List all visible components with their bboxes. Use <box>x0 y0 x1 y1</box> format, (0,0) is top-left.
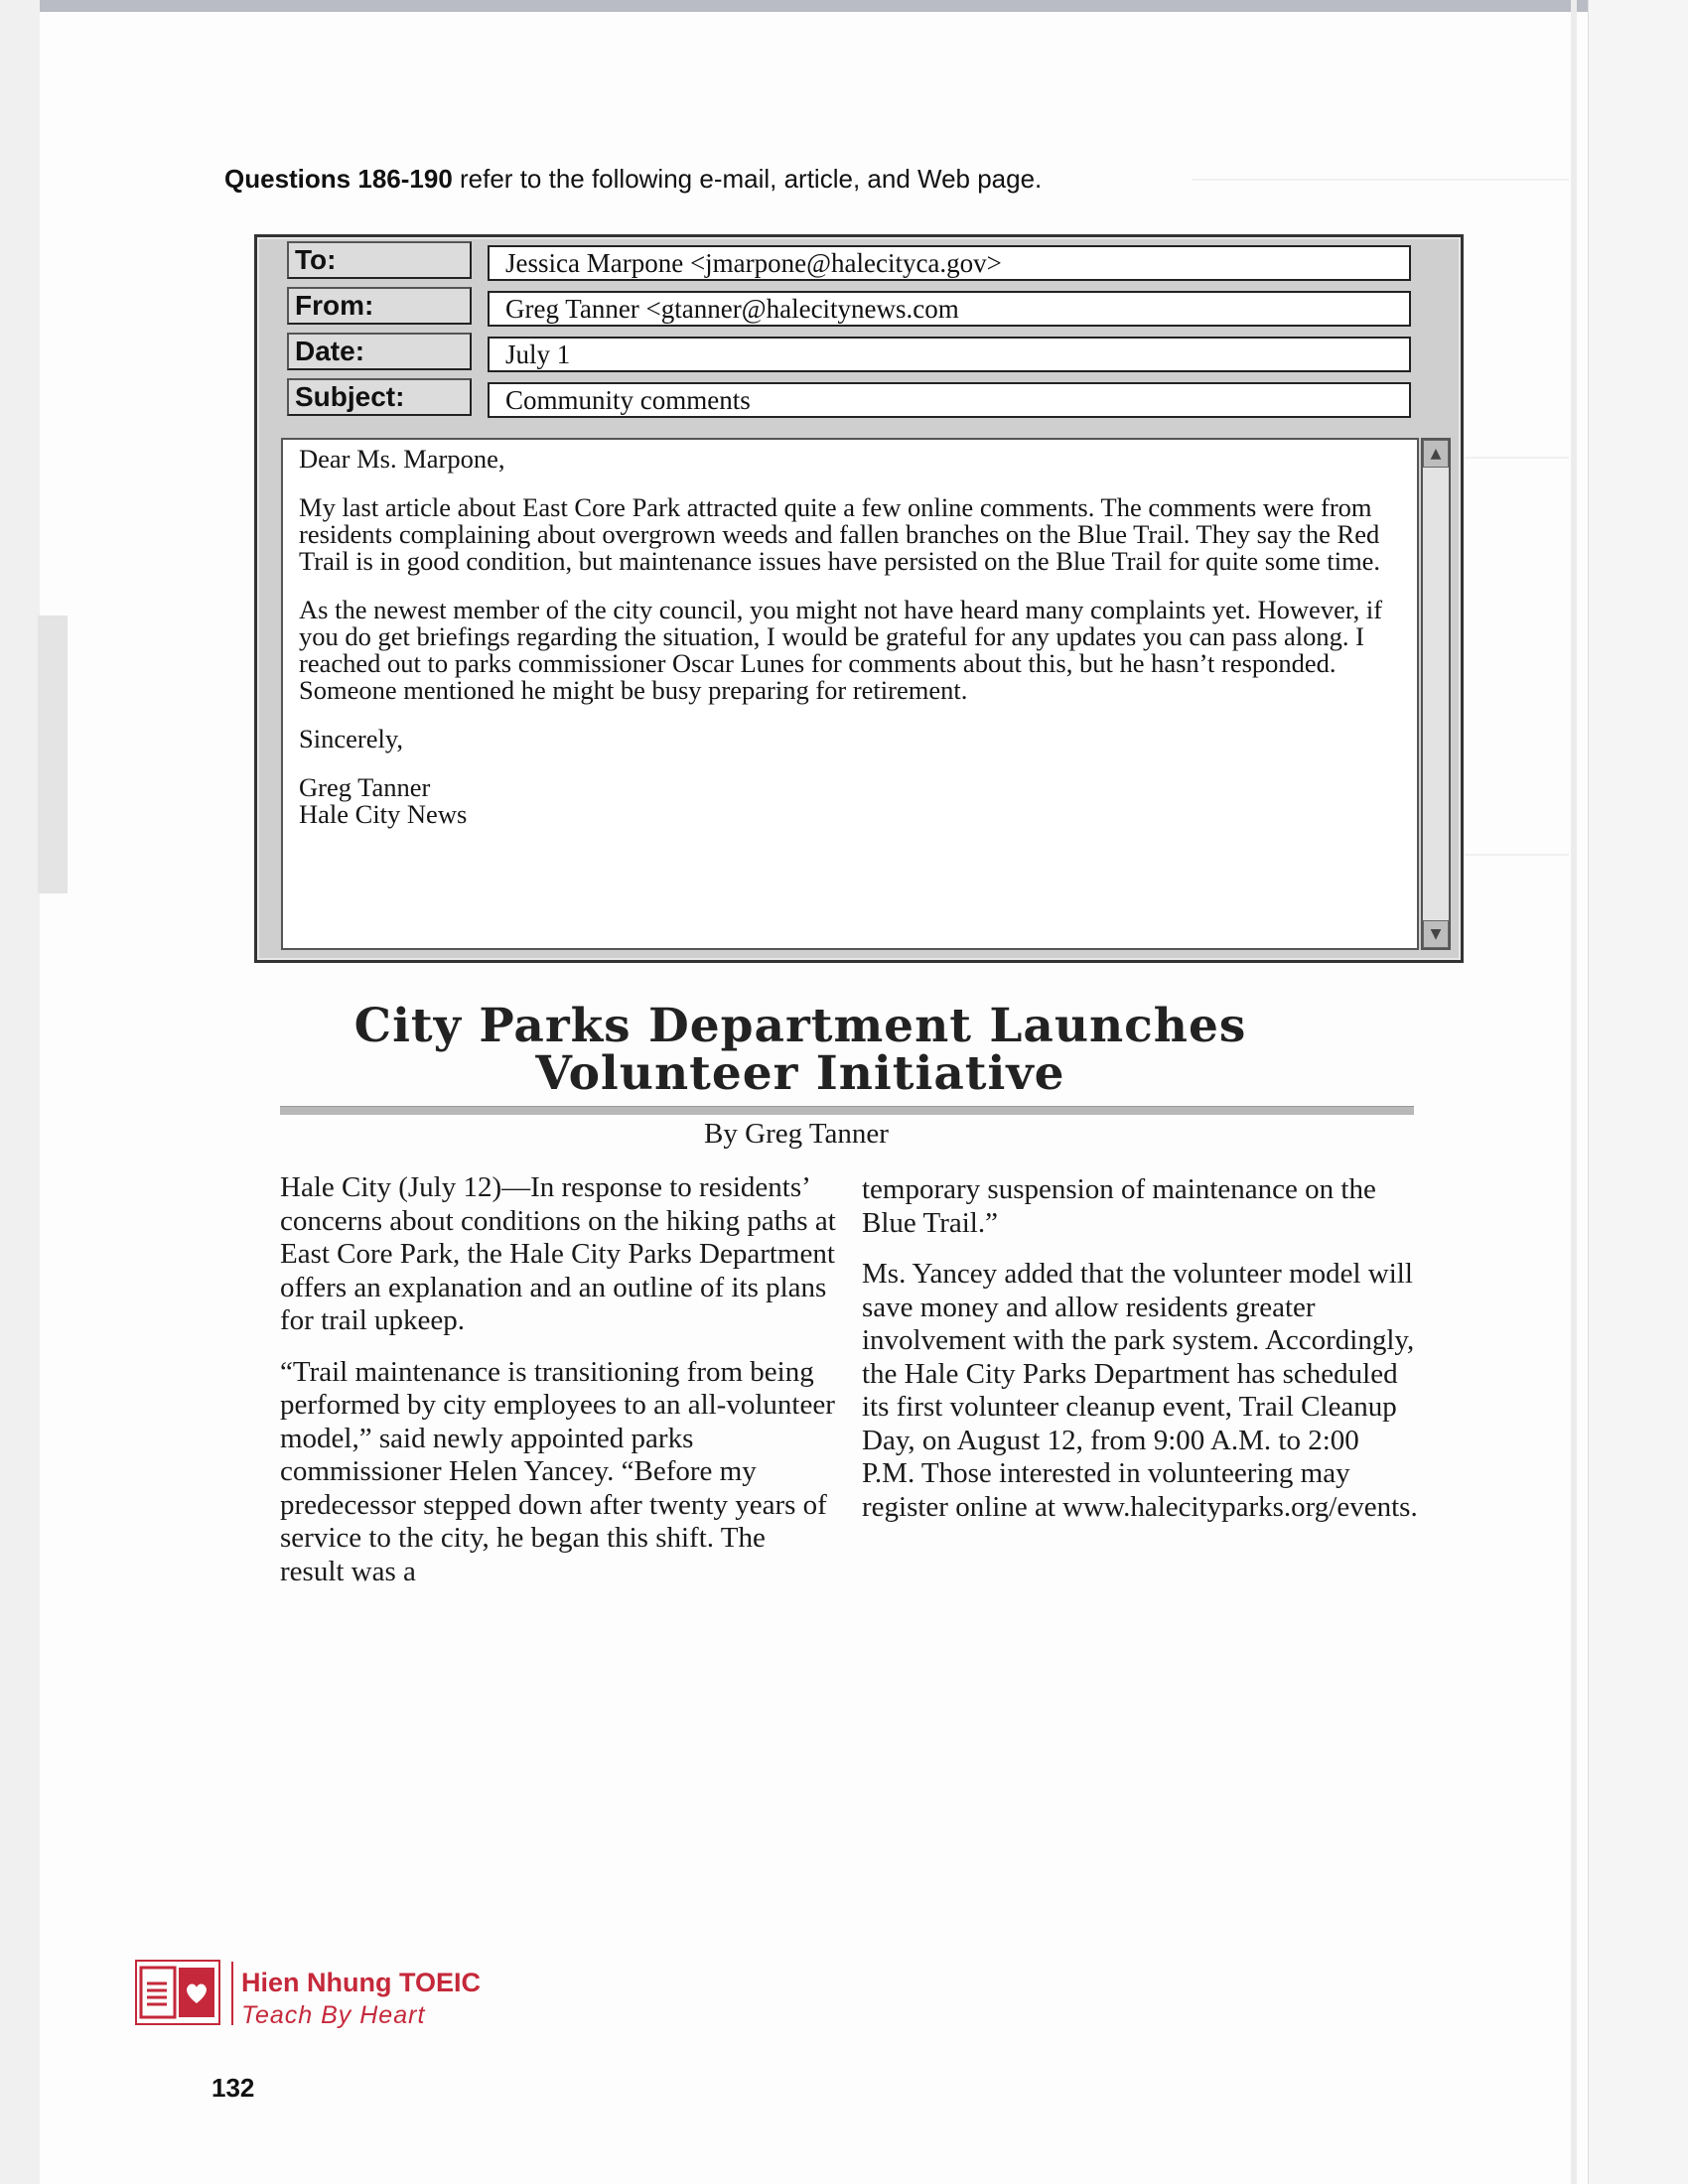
email-closing: Sincerely, <box>299 724 403 753</box>
email-greeting: Dear Ms. Marpone, <box>299 444 505 474</box>
email-paragraph: My last article about East Core Park attracted quite a few online comments. The comments were from residents complaining about overgrown weeds and fallen branches on the Blue Trail. They say the Red Trail is in good condition, but maintenance issues have persisted on the Blue Trail for quite some time. <box>299 492 1381 576</box>
question-intro <box>224 164 1042 195</box>
article-paragraph: Ms. Yancey added that the volunteer model will save money and allow residents greater involvement with the park system. Accordingly, the Hale City Parks Department has scheduled its first volunteer cleanup event, Trail Cleanup Day, on August 12, from 9:00 A.M. to 2:00 P.M. Those interested in volunteering may register online at www.halecityparks.org/events. <box>862 1258 1418 1523</box>
scroll-up-icon[interactable]: ▲ <box>1423 440 1449 468</box>
page-fold <box>1571 0 1577 2184</box>
book-heart-logo-icon <box>135 1960 220 2025</box>
question-intro-text: refer to the following e-mail, article, and Web page. <box>452 164 1043 194</box>
question-range: Questions 186-190 <box>224 164 453 194</box>
bleed-through-line <box>1192 179 1569 181</box>
article-column-left <box>280 1171 836 1606</box>
brand-tagline: Teach By Heart <box>241 2001 426 2029</box>
to-field: Jessica Marpone <jmarpone@halecityca.gov> <box>488 245 1411 281</box>
page-left-edge <box>0 0 40 2184</box>
email-body <box>281 438 1419 950</box>
subject-label: Subject: <box>287 378 472 416</box>
email-to-row <box>287 241 1449 279</box>
to-label: To: <box>287 241 472 279</box>
email-signature-org: Hale City News <box>299 799 468 829</box>
date-field: July 1 <box>488 337 1411 372</box>
subject-field: Community comments <box>488 382 1411 418</box>
scroll-down-icon[interactable]: ▼ <box>1423 920 1449 948</box>
title-divider <box>280 1106 1414 1115</box>
email-from-row <box>287 287 1449 325</box>
email-paragraph: As the newest member of the city council, you might not have heard many complaints yet. However, if you do get briefings regarding the situation, I would be grateful for any updates you can pass along. I reached out to parks commissioner Oscar Lunes for comments about this, but he hasn’t responded. Someone mentioned he might be busy preparing for retirement. <box>299 595 1383 705</box>
article-paragraph: Hale City (July 12)—In response to residents’ concerns about conditions on the hiking paths at East Core Park, the Hale City Parks Department offers an explanation and an outline of its plans for trail upkeep. <box>280 1171 836 1336</box>
article-column-right <box>862 1173 1418 1542</box>
logo-divider <box>231 1962 233 2025</box>
email-scrollbar[interactable] <box>1421 438 1451 950</box>
page-shadow <box>38 615 68 893</box>
article-byline: By Greg Tanner <box>704 1118 889 1150</box>
article-paragraph: “Trail maintenance is transitioning from being performed by city employees to an all-volunteer model,” said newly appointed parks commissioner Helen Yancey. “Before my predecessor stepped down after twenty years of service to the city, he began this shift. The result was a <box>280 1355 835 1587</box>
page-number: 132 <box>211 2073 255 2103</box>
email-date-row <box>287 333 1449 370</box>
article-paragraph: temporary suspension of maintenance on the Blue Trail.” <box>862 1173 1376 1239</box>
page-right-edge <box>1588 0 1688 2184</box>
brand-name: Hien Nhung TOEIC <box>241 1968 481 1997</box>
from-field: Greg Tanner <gtanner@halecitynews.com <box>488 291 1411 327</box>
from-label: From: <box>287 287 472 325</box>
article-title-line: Volunteer Initiative <box>535 1046 1065 1101</box>
page-top-edge <box>40 0 1648 12</box>
date-label: Date: <box>287 333 472 370</box>
article-title-line: City Parks Department Launches <box>353 999 1247 1053</box>
email-signature-name: Greg Tanner <box>299 772 431 802</box>
email-window <box>254 234 1464 963</box>
article-title <box>254 999 1346 1101</box>
email-subject-row <box>287 378 1449 416</box>
